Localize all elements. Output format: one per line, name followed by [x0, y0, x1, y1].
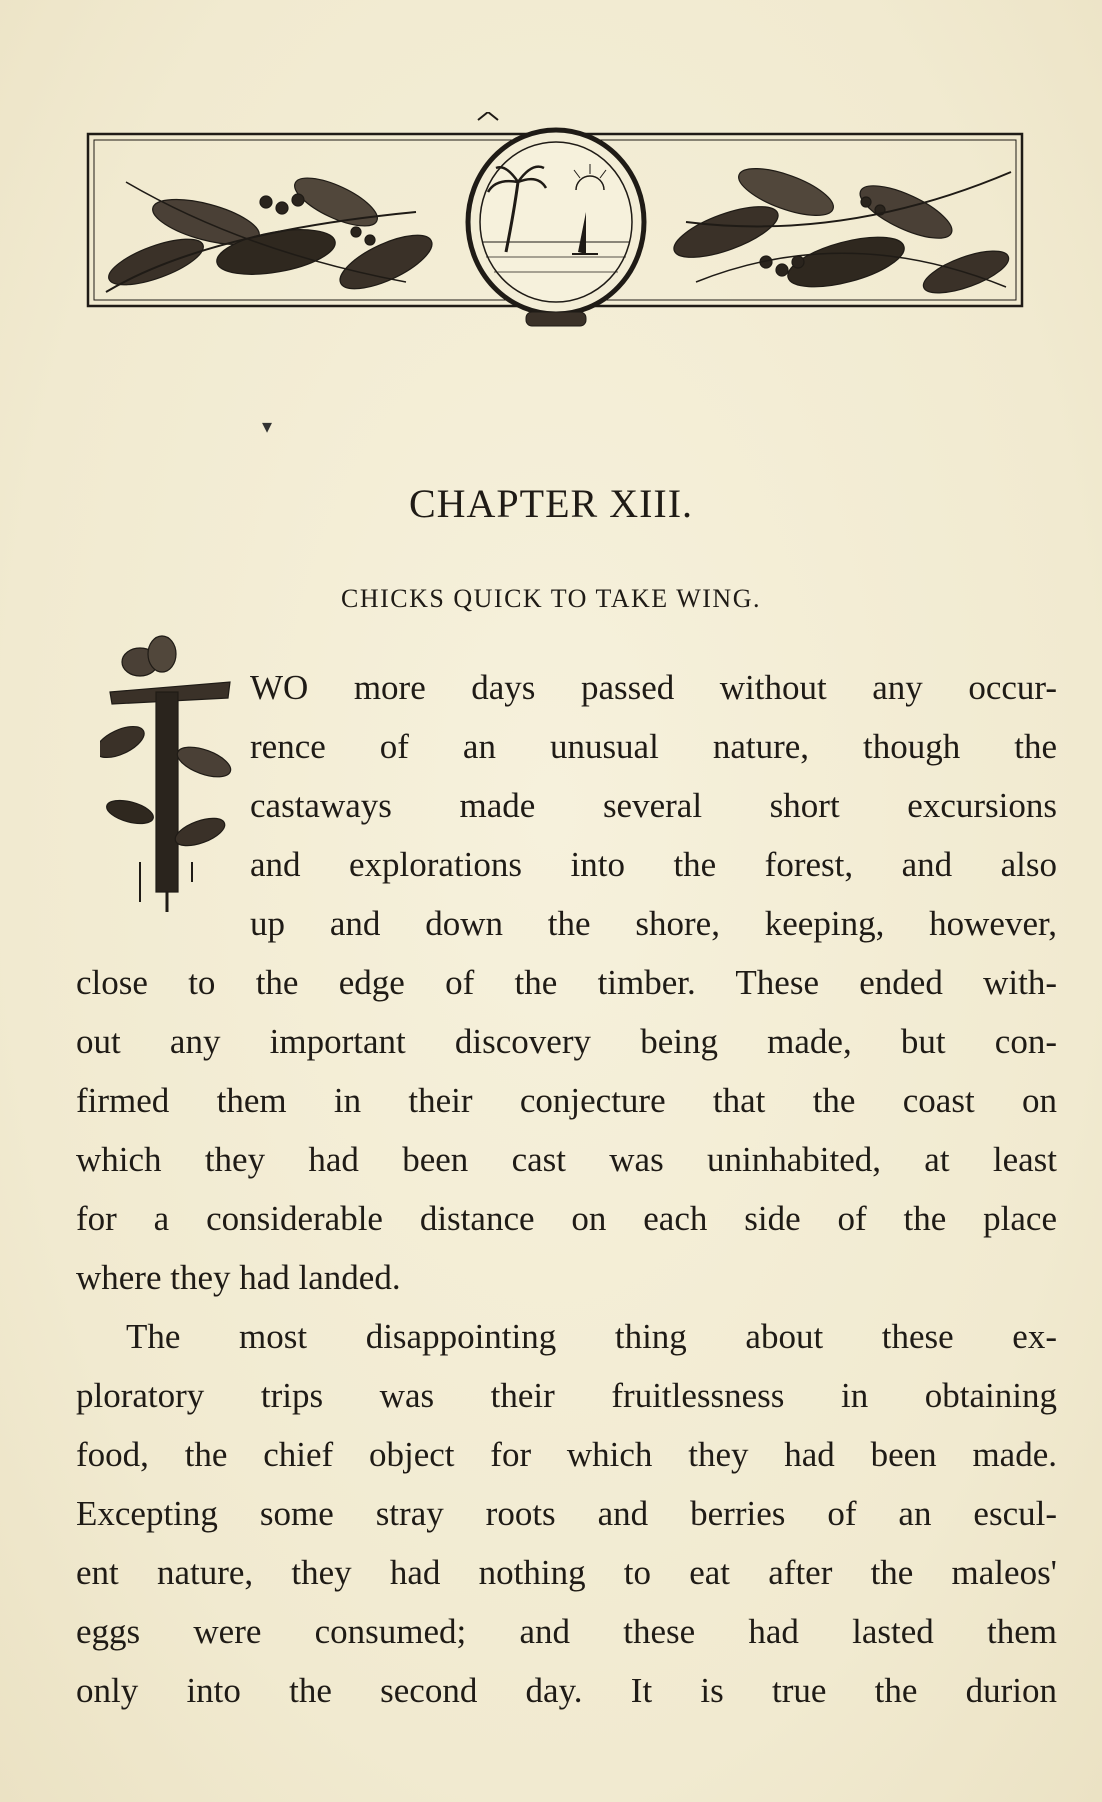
text-line: up and down the shore, keeping, however,	[250, 904, 1057, 943]
text-line: and explorations into the forest, and also	[250, 845, 1057, 884]
text-line: WO more days passed without any occur-	[250, 668, 1057, 707]
text-line: rence of an unusual nature, though the	[250, 727, 1057, 766]
text-line: out any important discovery being made, but con-	[76, 1022, 1057, 1061]
text-line: The most disappointing thing about these ex-	[126, 1317, 1057, 1356]
ornament-mark: ▾	[262, 414, 273, 438]
dropcap-t-ornament	[100, 632, 240, 914]
text-line: close to the edge of the timber. These ended with-	[76, 963, 1057, 1002]
text-line: firmed them in their conjecture that the coast on	[76, 1081, 1057, 1120]
chapter-title: CHAPTER XIII.	[408, 481, 694, 526]
text-line: which they had been cast was uninhabited, at least	[76, 1140, 1057, 1179]
text-line: food, the chief object for which they had been made.	[76, 1435, 1057, 1474]
text-line: only into the second day. It is true the durion	[76, 1671, 1057, 1710]
text-line: for a considerable distance on each side of the place	[76, 1199, 1057, 1238]
text-line: ent nature, they had nothing to eat after the maleos'	[76, 1553, 1057, 1592]
text-line: where they had landed.	[76, 1258, 401, 1297]
text-line: Excepting some stray roots and berries of an escul-	[76, 1494, 1057, 1533]
text-line: castaways made several short excursions	[250, 786, 1057, 825]
text-line: ploratory trips was their fruitlessness in obtaining	[76, 1376, 1057, 1415]
headpiece-ornament	[86, 112, 1024, 342]
text-line: eggs were consumed; and these had lasted them	[76, 1612, 1057, 1651]
chapter-subtitle: CHICKS QUICK TO TAKE WING.	[341, 584, 761, 613]
